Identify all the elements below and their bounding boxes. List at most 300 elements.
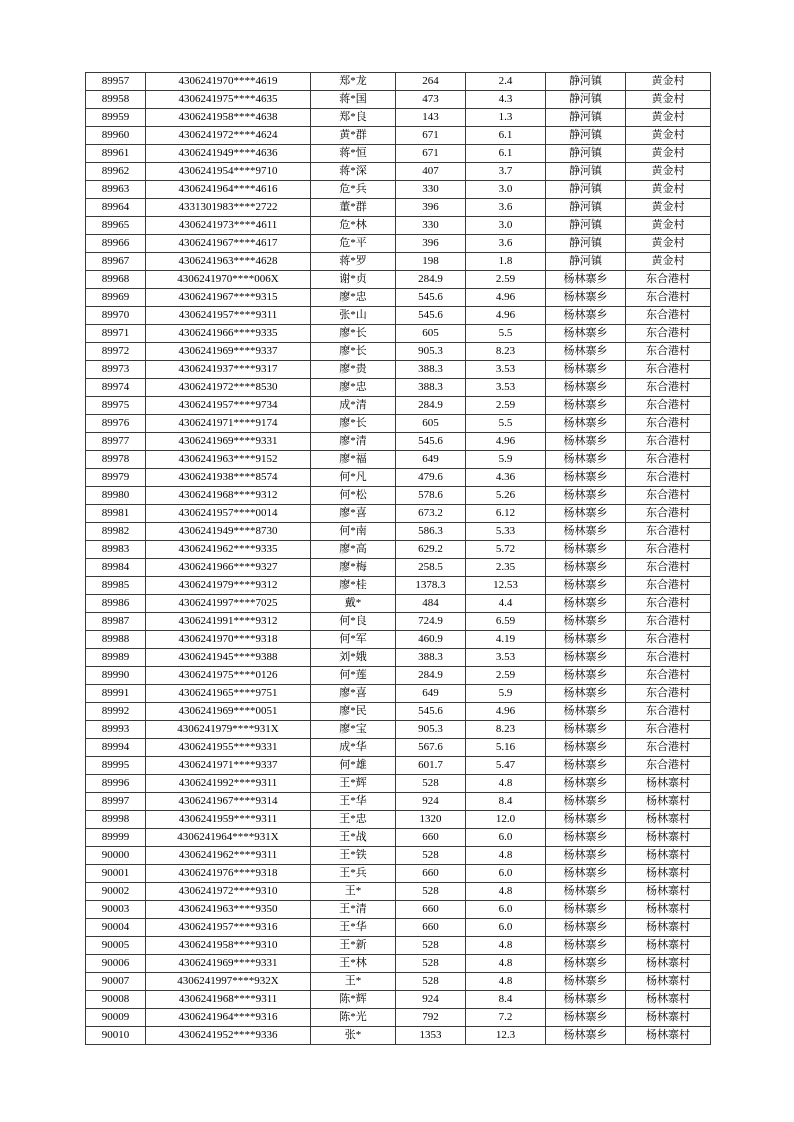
cell-town: 杨林寨乡 [546,829,626,847]
cell-id-number: 4306241976****9318 [146,865,311,883]
cell-seq: 90003 [86,901,146,919]
cell-town: 杨林寨乡 [546,541,626,559]
cell-town: 杨林寨乡 [546,559,626,577]
table-row [86,361,711,379]
cell-name: 成*华 [311,739,396,757]
cell-id-number: 4306241963****9152 [146,451,311,469]
cell-town: 杨林寨乡 [546,523,626,541]
cell-village: 东合港村 [626,271,711,289]
cell-amount: 1320 [396,811,466,829]
cell-name: 廖*宝 [311,721,396,739]
cell-town: 杨林寨乡 [546,865,626,883]
cell-town: 杨林寨乡 [546,721,626,739]
cell-area: 5.5 [466,325,546,343]
cell-village: 东合港村 [626,451,711,469]
cell-village: 杨林寨村 [626,829,711,847]
cell-id-number: 4306241997****7025 [146,595,311,613]
cell-name: 王*铁 [311,847,396,865]
cell-seq: 90000 [86,847,146,865]
cell-area: 4.96 [466,433,546,451]
cell-name: 刘*娥 [311,649,396,667]
cell-amount: 649 [396,451,466,469]
cell-area: 4.8 [466,883,546,901]
cell-name: 廖*喜 [311,685,396,703]
cell-amount: 528 [396,937,466,955]
cell-town: 静河镇 [546,181,626,199]
cell-area: 4.4 [466,595,546,613]
cell-name: 廖*长 [311,325,396,343]
cell-name: 王*华 [311,919,396,937]
cell-name: 何*良 [311,613,396,631]
cell-seq: 89983 [86,541,146,559]
cell-amount: 479.6 [396,469,466,487]
cell-town: 杨林寨乡 [546,667,626,685]
cell-id-number: 4306241954****9710 [146,163,311,181]
cell-village: 杨林寨村 [626,865,711,883]
cell-seq: 89982 [86,523,146,541]
cell-village: 黄金村 [626,73,711,91]
cell-id-number: 4306241969****9331 [146,955,311,973]
cell-seq: 89985 [86,577,146,595]
table-row [86,73,711,91]
cell-seq: 89965 [86,217,146,235]
cell-id-number: 4306241992****9311 [146,775,311,793]
cell-area: 12.0 [466,811,546,829]
cell-seq: 89963 [86,181,146,199]
cell-name: 廖*民 [311,703,396,721]
cell-name: 陈*辉 [311,991,396,1009]
cell-village: 东合港村 [626,631,711,649]
cell-seq: 89969 [86,289,146,307]
cell-village: 杨林寨村 [626,847,711,865]
cell-name: 廖*长 [311,415,396,433]
cell-village: 东合港村 [626,325,711,343]
cell-name: 廖*喜 [311,505,396,523]
table-row [86,145,711,163]
cell-name: 廖*桂 [311,577,396,595]
cell-village: 东合港村 [626,379,711,397]
cell-amount: 198 [396,253,466,271]
table-row [86,253,711,271]
cell-amount: 601.7 [396,757,466,775]
cell-area: 5.72 [466,541,546,559]
table-row [86,433,711,451]
cell-name: 危*林 [311,217,396,235]
cell-village: 杨林寨村 [626,775,711,793]
cell-amount: 388.3 [396,361,466,379]
cell-amount: 671 [396,127,466,145]
table-row [86,919,711,937]
cell-name: 董*群 [311,199,396,217]
cell-village: 东合港村 [626,739,711,757]
cell-town: 杨林寨乡 [546,847,626,865]
cell-area: 8.4 [466,793,546,811]
cell-seq: 89993 [86,721,146,739]
cell-id-number: 4306241979****931X [146,721,311,739]
cell-name: 廖*梅 [311,559,396,577]
cell-area: 3.53 [466,361,546,379]
cell-village: 东合港村 [626,397,711,415]
cell-seq: 89974 [86,379,146,397]
cell-id-number: 4331301983****2722 [146,199,311,217]
cell-seq: 89995 [86,757,146,775]
cell-area: 8.4 [466,991,546,1009]
table-row [86,451,711,469]
cell-area: 4.19 [466,631,546,649]
table-row [86,199,711,217]
cell-village: 杨林寨村 [626,937,711,955]
cell-amount: 660 [396,901,466,919]
table-row [86,991,711,1009]
cell-town: 杨林寨乡 [546,811,626,829]
cell-area: 3.6 [466,199,546,217]
cell-seq: 89997 [86,793,146,811]
cell-amount: 905.3 [396,721,466,739]
table-row [86,109,711,127]
table-row [86,757,711,775]
cell-village: 东合港村 [626,469,711,487]
cell-area: 4.8 [466,937,546,955]
cell-seq: 89960 [86,127,146,145]
cell-amount: 396 [396,235,466,253]
table-row [86,163,711,181]
cell-name: 廖*忠 [311,379,396,397]
cell-area: 3.6 [466,235,546,253]
cell-seq: 90007 [86,973,146,991]
cell-area: 6.59 [466,613,546,631]
cell-village: 杨林寨村 [626,919,711,937]
cell-area: 5.26 [466,487,546,505]
table-row [86,541,711,559]
cell-amount: 1353 [396,1027,466,1045]
cell-id-number: 4306241938****8574 [146,469,311,487]
cell-amount: 660 [396,919,466,937]
cell-name: 成*清 [311,397,396,415]
cell-amount: 605 [396,325,466,343]
cell-town: 杨林寨乡 [546,775,626,793]
cell-seq: 89989 [86,649,146,667]
cell-id-number: 4306241945****9388 [146,649,311,667]
cell-village: 杨林寨村 [626,883,711,901]
cell-seq: 89991 [86,685,146,703]
cell-seq: 90002 [86,883,146,901]
cell-town: 杨林寨乡 [546,325,626,343]
table-row [86,865,711,883]
cell-town: 杨林寨乡 [546,289,626,307]
cell-seq: 89992 [86,703,146,721]
cell-area: 2.4 [466,73,546,91]
cell-name: 王*忠 [311,811,396,829]
cell-amount: 258.5 [396,559,466,577]
cell-seq: 89957 [86,73,146,91]
cell-area: 5.9 [466,685,546,703]
table-row [86,613,711,631]
cell-amount: 284.9 [396,271,466,289]
cell-village: 黄金村 [626,127,711,145]
cell-area: 6.0 [466,901,546,919]
cell-amount: 473 [396,91,466,109]
cell-village: 黄金村 [626,91,711,109]
cell-amount: 143 [396,109,466,127]
cell-town: 杨林寨乡 [546,451,626,469]
cell-town: 杨林寨乡 [546,955,626,973]
cell-id-number: 4306241975****0126 [146,667,311,685]
cell-amount: 407 [396,163,466,181]
cell-village: 东合港村 [626,757,711,775]
cell-area: 7.2 [466,1009,546,1027]
cell-id-number: 4306241964****4616 [146,181,311,199]
cell-seq: 89977 [86,433,146,451]
table-row [86,685,711,703]
cell-area: 6.0 [466,865,546,883]
cell-seq: 89996 [86,775,146,793]
cell-area: 4.96 [466,703,546,721]
cell-seq: 89967 [86,253,146,271]
table-row [86,595,711,613]
cell-village: 东合港村 [626,415,711,433]
cell-name: 戴* [311,595,396,613]
cell-town: 杨林寨乡 [546,937,626,955]
cell-town: 杨林寨乡 [546,469,626,487]
table-row [86,811,711,829]
cell-town: 杨林寨乡 [546,901,626,919]
cell-village: 黄金村 [626,217,711,235]
cell-id-number: 4306241973****4611 [146,217,311,235]
cell-town: 杨林寨乡 [546,487,626,505]
cell-name: 王* [311,973,396,991]
cell-id-number: 4306241957****9316 [146,919,311,937]
cell-seq: 89990 [86,667,146,685]
cell-name: 王*华 [311,793,396,811]
cell-area: 5.47 [466,757,546,775]
cell-id-number: 4306241965****9751 [146,685,311,703]
cell-id-number: 4306241971****9174 [146,415,311,433]
cell-id-number: 4306241949****4636 [146,145,311,163]
cell-amount: 396 [396,199,466,217]
cell-town: 杨林寨乡 [546,433,626,451]
cell-seq: 89999 [86,829,146,847]
cell-amount: 660 [396,865,466,883]
cell-seq: 89994 [86,739,146,757]
cell-amount: 284.9 [396,397,466,415]
cell-amount: 545.6 [396,433,466,451]
table-row [86,721,711,739]
cell-name: 王*清 [311,901,396,919]
cell-village: 杨林寨村 [626,793,711,811]
cell-seq: 89958 [86,91,146,109]
table-row [86,739,711,757]
cell-seq: 89986 [86,595,146,613]
cell-id-number: 4306241972****9310 [146,883,311,901]
cell-town: 杨林寨乡 [546,973,626,991]
table-row [86,649,711,667]
cell-id-number: 4306241957****9734 [146,397,311,415]
cell-seq: 89973 [86,361,146,379]
cell-amount: 567.6 [396,739,466,757]
cell-id-number: 4306241964****931X [146,829,311,847]
cell-seq: 89961 [86,145,146,163]
cell-area: 6.12 [466,505,546,523]
table-row [86,973,711,991]
cell-town: 静河镇 [546,109,626,127]
cell-seq: 89971 [86,325,146,343]
cell-town: 杨林寨乡 [546,613,626,631]
cell-town: 杨林寨乡 [546,1027,626,1045]
cell-village: 东合港村 [626,613,711,631]
table-row [86,343,711,361]
cell-name: 廖*忠 [311,289,396,307]
cell-amount: 330 [396,181,466,199]
cell-amount: 671 [396,145,466,163]
cell-name: 蒋*深 [311,163,396,181]
cell-town: 杨林寨乡 [546,793,626,811]
table-row [86,397,711,415]
cell-name: 王*辉 [311,775,396,793]
cell-town: 杨林寨乡 [546,343,626,361]
cell-town: 静河镇 [546,163,626,181]
cell-name: 廖*清 [311,433,396,451]
cell-amount: 724.9 [396,613,466,631]
cell-village: 黄金村 [626,253,711,271]
cell-seq: 89975 [86,397,146,415]
cell-id-number: 4306241970****9318 [146,631,311,649]
cell-area: 2.59 [466,397,546,415]
cell-town: 杨林寨乡 [546,739,626,757]
cell-town: 杨林寨乡 [546,703,626,721]
cell-village: 东合港村 [626,487,711,505]
table-row [86,937,711,955]
cell-name: 何*松 [311,487,396,505]
cell-town: 杨林寨乡 [546,577,626,595]
table-row [86,217,711,235]
cell-area: 5.16 [466,739,546,757]
cell-seq: 90009 [86,1009,146,1027]
cell-amount: 545.6 [396,307,466,325]
cell-amount: 528 [396,973,466,991]
cell-name: 王*兵 [311,865,396,883]
cell-village: 东合港村 [626,523,711,541]
cell-village: 东合港村 [626,703,711,721]
table-row [86,829,711,847]
cell-id-number: 4306241970****006X [146,271,311,289]
cell-village: 东合港村 [626,541,711,559]
cell-area: 4.8 [466,973,546,991]
cell-town: 杨林寨乡 [546,1009,626,1027]
cell-town: 静河镇 [546,145,626,163]
cell-amount: 1378.3 [396,577,466,595]
cell-village: 东合港村 [626,343,711,361]
cell-village: 黄金村 [626,145,711,163]
cell-id-number: 4306241970****4619 [146,73,311,91]
cell-name: 郑*良 [311,109,396,127]
table-row [86,847,711,865]
cell-seq: 90008 [86,991,146,1009]
cell-id-number: 4306241972****4624 [146,127,311,145]
cell-area: 4.96 [466,307,546,325]
cell-seq: 89976 [86,415,146,433]
cell-town: 杨林寨乡 [546,595,626,613]
cell-id-number: 4306241959****9311 [146,811,311,829]
cell-name: 蒋*恒 [311,145,396,163]
cell-area: 3.0 [466,217,546,235]
cell-town: 杨林寨乡 [546,991,626,1009]
cell-area: 8.23 [466,721,546,739]
cell-seq: 89988 [86,631,146,649]
table-row [86,901,711,919]
cell-amount: 905.3 [396,343,466,361]
cell-area: 4.8 [466,847,546,865]
cell-seq: 90005 [86,937,146,955]
table-row [86,487,711,505]
cell-id-number: 4306241963****9350 [146,901,311,919]
table-row [86,577,711,595]
cell-village: 东合港村 [626,649,711,667]
cell-seq: 89972 [86,343,146,361]
table-row [86,307,711,325]
cell-id-number: 4306241969****9331 [146,433,311,451]
cell-area: 3.0 [466,181,546,199]
cell-amount: 924 [396,991,466,1009]
cell-amount: 649 [396,685,466,703]
cell-id-number: 4306241975****4635 [146,91,311,109]
cell-name: 蒋*罗 [311,253,396,271]
cell-village: 东合港村 [626,559,711,577]
cell-name: 蒋*国 [311,91,396,109]
cell-seq: 89968 [86,271,146,289]
table-row [86,775,711,793]
cell-village: 杨林寨村 [626,901,711,919]
cell-town: 静河镇 [546,253,626,271]
cell-town: 静河镇 [546,91,626,109]
cell-name: 王*新 [311,937,396,955]
cell-amount: 264 [396,73,466,91]
cell-town: 杨林寨乡 [546,883,626,901]
cell-area: 5.5 [466,415,546,433]
table-row [86,1009,711,1027]
cell-seq: 89978 [86,451,146,469]
cell-id-number: 4306241967****9314 [146,793,311,811]
cell-village: 黄金村 [626,199,711,217]
cell-village: 杨林寨村 [626,991,711,1009]
table-row [86,181,711,199]
cell-id-number: 4306241964****9316 [146,1009,311,1027]
cell-name: 谢*贞 [311,271,396,289]
cell-area: 5.9 [466,451,546,469]
cell-id-number: 4306241966****9335 [146,325,311,343]
cell-town: 杨林寨乡 [546,505,626,523]
cell-village: 杨林寨村 [626,955,711,973]
cell-town: 静河镇 [546,217,626,235]
cell-seq: 89998 [86,811,146,829]
cell-id-number: 4306241957****0014 [146,505,311,523]
table-row [86,415,711,433]
cell-name: 何*凡 [311,469,396,487]
cell-village: 黄金村 [626,109,711,127]
cell-seq: 90006 [86,955,146,973]
cell-village: 东合港村 [626,577,711,595]
table-body [86,73,711,1045]
cell-id-number: 4306241971****9337 [146,757,311,775]
cell-amount: 460.9 [396,631,466,649]
cell-town: 杨林寨乡 [546,379,626,397]
cell-amount: 388.3 [396,649,466,667]
table-row [86,883,711,901]
cell-village: 东合港村 [626,433,711,451]
cell-area: 3.53 [466,649,546,667]
cell-town: 静河镇 [546,127,626,145]
cell-village: 杨林寨村 [626,1027,711,1045]
cell-area: 2.59 [466,667,546,685]
